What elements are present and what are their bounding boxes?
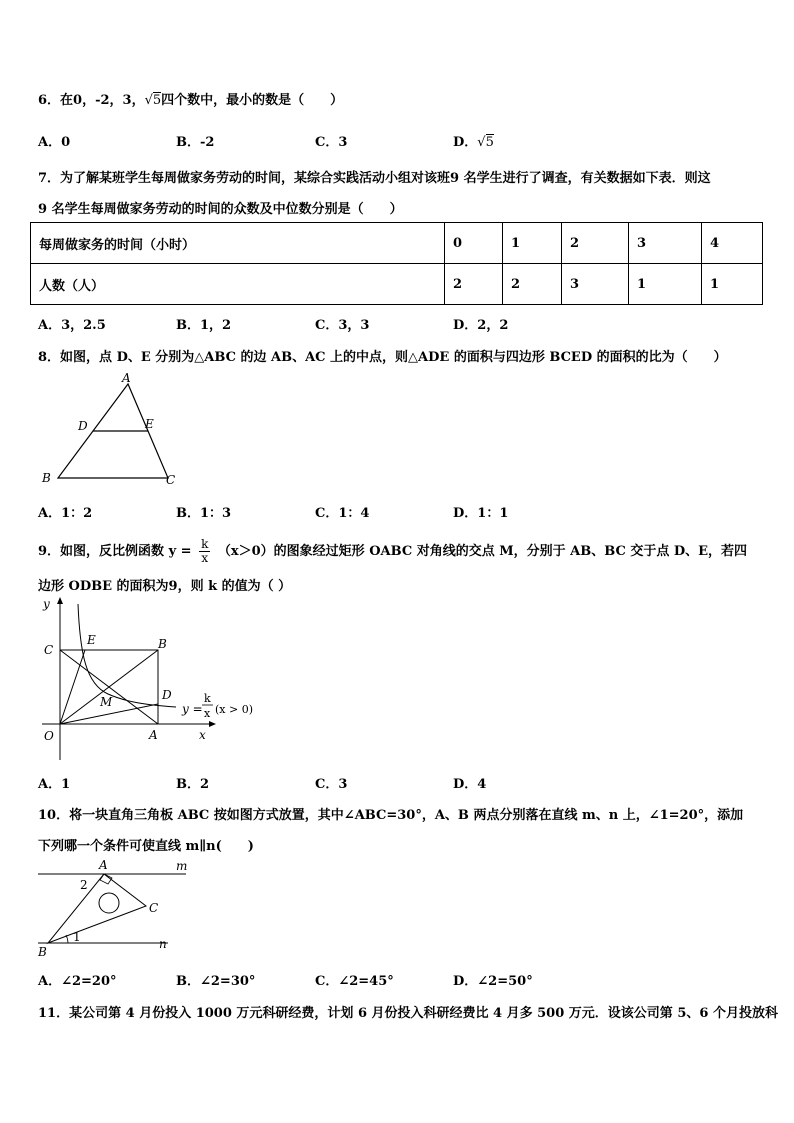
label-e: E (87, 633, 96, 647)
label-n: n (159, 937, 167, 951)
q9-option-c: C．3 (315, 777, 348, 792)
q10-line2: 下列哪一个条件可使直线 m∥n( ) (38, 839, 254, 854)
q6-option-c: C．3 (315, 135, 348, 150)
q9-stem-a: 9．如图，反比例函数 y = (38, 544, 192, 559)
label-y: y (43, 597, 50, 611)
q6-stem-b: 四个数中，最小的数是（ ） (161, 93, 344, 108)
label-a: A (99, 858, 108, 872)
q7-option-d: D．2，2 (453, 318, 509, 333)
q8-option-d: D．1：1 (453, 506, 509, 521)
q10-option-b: B．∠2=30° (176, 974, 256, 989)
label-2: 2 (80, 878, 88, 892)
q6-option-d: D．√5 (453, 135, 494, 150)
label-m: m (176, 859, 188, 873)
q6-stem-a: 6．在0，-2，3， (38, 93, 145, 108)
label-a: A (149, 728, 158, 742)
q8-stem: 8．如图，点 D、E 分别为△ABC 的边 AB、AC 上的中点，则△ADE 的面积与四边形 BCED 的面积的比为（ ） (38, 350, 727, 365)
q6-option-d-label: D． (453, 135, 478, 150)
q9-frac-den: x (201, 551, 209, 565)
q8-option-c: C．1：4 (315, 506, 370, 521)
label-d: D (78, 419, 88, 433)
table-row (31, 264, 763, 305)
table-cell: 4 (702, 223, 763, 264)
q9-stem-b: （x＞0）的图象经过矩形 OABC 对角线的交点 M，分别于 AB、BC 交于点 D、E，若四 (217, 544, 748, 559)
x-axis-arrow (209, 721, 216, 727)
q9-option-a: A．1 (38, 777, 71, 792)
table-cell: 1 (503, 223, 562, 264)
segment-oe (60, 650, 85, 724)
label-o: O (44, 729, 54, 743)
q11-line1: 11．某公司第 4 月份投入 1000 万元科研经费，计划 6 月份投入科研经费比 4 月多 500 万元．设该公司第 5、6 个月投放科 (38, 1006, 778, 1021)
func-num: k (204, 692, 211, 705)
func-den: x (204, 707, 211, 720)
q10-option-d: D．∠2=50° (453, 974, 533, 989)
q8-option-b: B．1：3 (176, 506, 232, 521)
table-cell: 0 (445, 223, 503, 264)
q6-option-b: B．-2 (176, 135, 215, 150)
q9-frac-num: k (201, 537, 209, 551)
table-cell: 人数（人） (31, 264, 445, 305)
triangle-hole (99, 893, 119, 913)
q9-fraction (199, 538, 210, 565)
table-cell: 3 (629, 223, 702, 264)
y-axis-arrow (57, 597, 63, 604)
q6-option-a: A．0 (38, 135, 71, 150)
q9-option-b: B．2 (176, 777, 210, 792)
label-c: C (44, 643, 54, 657)
table-cell: 2 (445, 264, 503, 305)
q6-sqrt: √5 (144, 93, 162, 108)
table-cell: 2 (562, 223, 629, 264)
q10-option-c: C．∠2=45° (315, 974, 394, 989)
label-c: C (149, 901, 159, 915)
q7-data-table (30, 222, 763, 305)
label-m: M (100, 695, 113, 709)
q7-option-b: B．1，2 (176, 318, 232, 333)
table-row (31, 223, 763, 264)
label-b: B (158, 637, 167, 651)
q7-line2: 9 名学生每周做家务劳动的时间的众数及中位数分别是（ ） (38, 202, 403, 217)
label-b: B (42, 471, 51, 485)
q10-set-square-figure (36, 856, 196, 962)
triangle-abc (48, 874, 146, 943)
q8-triangle-figure (36, 370, 196, 492)
q7-option-a: A．3，2.5 (38, 318, 106, 333)
q6-stem (38, 89, 343, 108)
q7-line1: 7．为了解某班学生每周做家务劳动的时间，某综合实践活动小组对该班9 名学生进行了调查，有关数据如下表．则这 (38, 171, 711, 186)
q10-option-a: A．∠2=20° (38, 974, 117, 989)
label-b: B (38, 945, 47, 959)
q9-stem (38, 538, 747, 565)
q9-hyperbola-figure (36, 594, 266, 764)
label-c: C (166, 473, 176, 487)
q9-option-d: D．4 (453, 777, 487, 792)
table-cell: 1 (629, 264, 702, 305)
q10-line1: 10．将一块直角三角板 ABC 按如图方式放置，其中∠ABC=30°，A、B 两点分别落在直线 m、n 上，∠1=20°，添加 (38, 808, 744, 823)
label-a: A (122, 371, 131, 385)
label-x: x (199, 728, 206, 742)
q6-option-d-radicand: 5 (485, 135, 494, 150)
table-cell: 3 (562, 264, 629, 305)
func-domain: (x > 0) (215, 703, 253, 716)
table-cell: 每周做家务的时间（小时） (31, 223, 445, 264)
q7-option-c: C．3，3 (315, 318, 370, 333)
label-1: 1 (73, 930, 81, 944)
q6-radicand: 5 (152, 93, 162, 108)
func-lhs: y = (182, 702, 203, 716)
q9-line2: 边形 ODBE 的面积为9，则 k 的值为（ ） (38, 579, 292, 594)
label-e: E (145, 417, 154, 431)
table-cell: 1 (702, 264, 763, 305)
q8-option-a: A．1：2 (38, 506, 93, 521)
table-cell: 2 (503, 264, 562, 305)
label-d: D (162, 688, 172, 702)
